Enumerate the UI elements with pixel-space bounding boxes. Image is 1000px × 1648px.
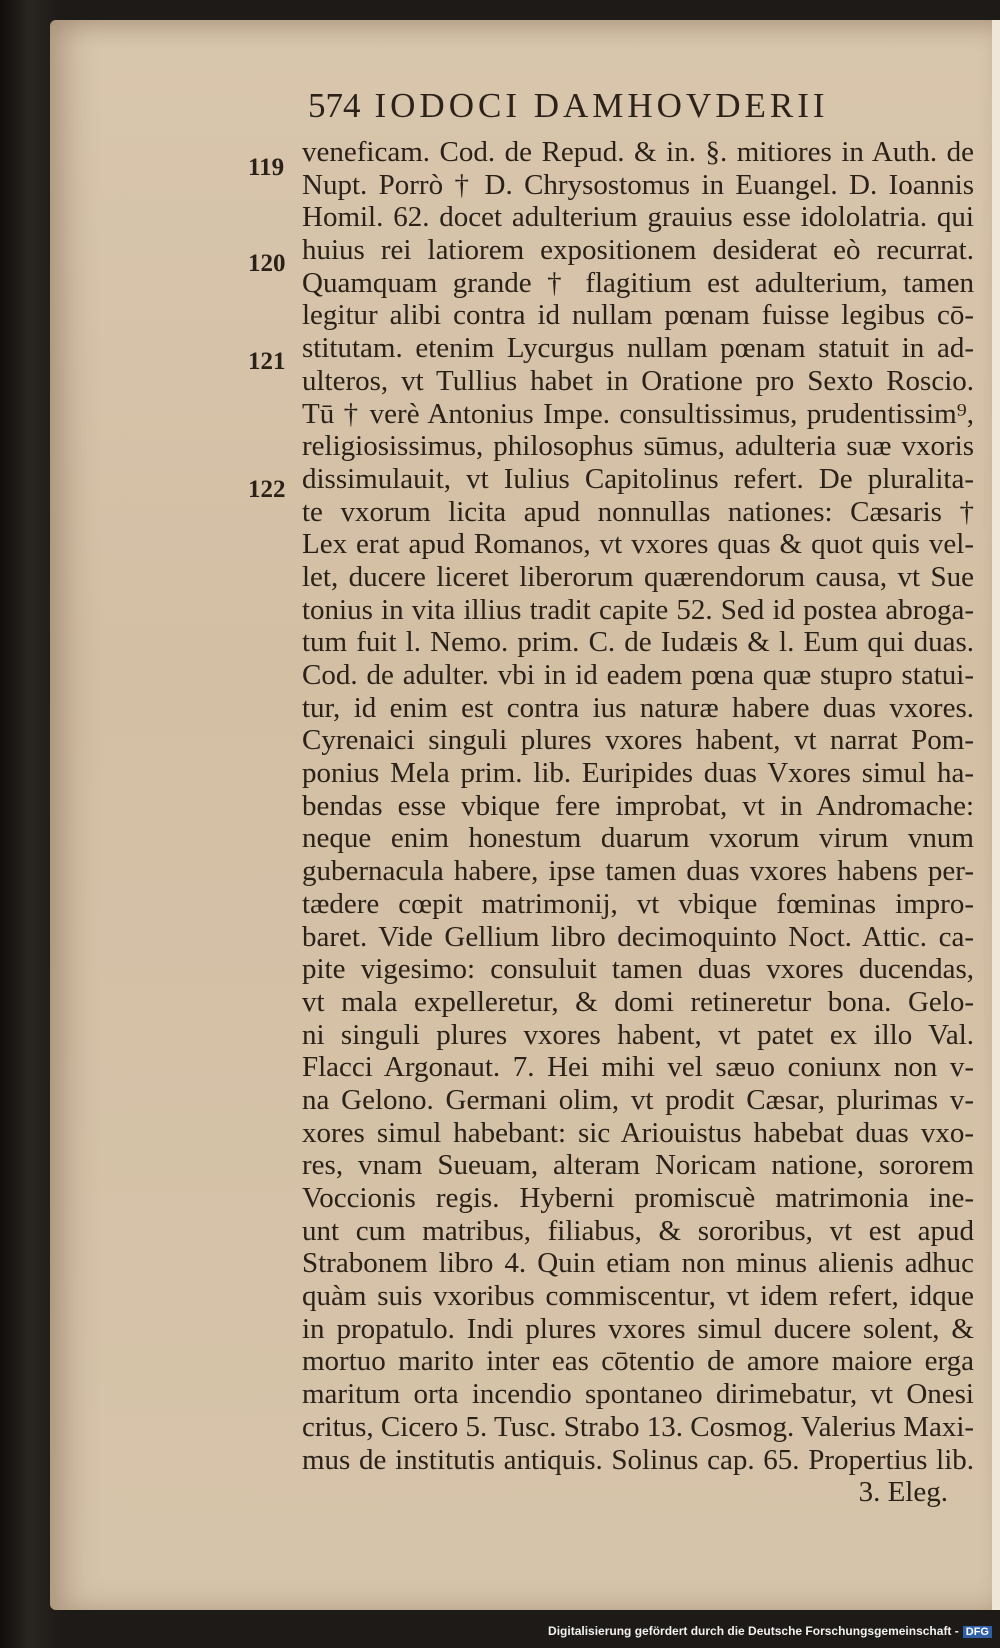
text-line: dissimulauit, vt Iulius Capitolinus refert. De pluralita-	[302, 462, 974, 495]
text-line: Cod. de adulter. vbi in id eadem pœna quæ stupro statui-	[302, 659, 974, 691]
text-line: Homil. 62. docet adulterium grauius esse idololatria. qui	[302, 201, 974, 234]
text-line: unt cum matribus, filiabus, & sororibus, vt est apud	[302, 1214, 974, 1247]
text-line: Cyrenaici singuli plures vxores habent, vt narrat Pom-	[302, 724, 974, 757]
text-line: mus de institutis antiquis. Solinus cap. 65. Propertius lib.	[302, 1443, 974, 1476]
margin-number-122: 122	[248, 476, 286, 503]
margin-number-120: 120	[248, 250, 286, 277]
text-line: Quamquam grande † flagitium est adulterium, tamen	[302, 266, 974, 299]
margin-number-119: 119	[248, 154, 285, 181]
text-line: ponius Mela prim. lib. Euripides duas Vxores simul ha-	[302, 757, 974, 790]
text-line: ni singuli plures vxores habent, vt patet ex illo Val.	[302, 1018, 974, 1051]
page-edge	[992, 20, 1000, 1610]
credit-text: Digitalisierung gefördert durch die Deutsche Forschungsgemeinschaft -	[548, 1624, 959, 1638]
text-line: tædere cœpit matrimonij, vt vbique fœminas impro-	[302, 887, 974, 920]
margin-number-121: 121	[248, 348, 286, 375]
text-line: bendas esse vbique fere improbat, vt in Andromache:	[302, 789, 974, 822]
text-line: Strabonem libro 4. Quin etiam non minus alienis adhuc	[302, 1247, 974, 1280]
text-line: let, ducere liceret liberorum quærendorum causa, vt Sue	[302, 560, 974, 593]
body-text	[302, 136, 974, 1509]
page-number: 574	[308, 86, 361, 125]
text-line: neque enim honestum duarum vxorum virum vnum	[302, 822, 974, 855]
digitization-credit	[548, 1624, 992, 1638]
text-line: ulteros, vt Tullius habet in Oratione pro Sexto Roscio.	[302, 364, 974, 397]
text-line: Lex erat apud Romanos, vt vxores quas & quot quis vel-	[302, 528, 974, 561]
text-line: veneficam. Cod. de Repud. & in. §. mitiores in Auth. de	[302, 136, 974, 168]
text-line: tur, id enim est contra ius naturæ habere duas vxores.	[302, 691, 974, 724]
text-line: mortuo marito inter eas cōtentio de amore maiore erga	[302, 1345, 974, 1378]
text-line: critus, Cicero 5. Tusc. Strabo 13. Cosmog. Valerius Maxi-	[302, 1410, 975, 1443]
text-line: baret. Vide Gellium libro decimoquinto Noct. Attic. ca-	[302, 920, 974, 953]
running-head: IODOCI DAMHOVDERII	[374, 86, 829, 125]
dfg-logo: DFG	[963, 1626, 992, 1638]
text-line: legitur alibi contra id nullam pœnam fuisse legibus cō-	[302, 299, 974, 332]
text-line: res, vnam Sueuam, alteram Noricam natione, sororem	[302, 1149, 974, 1182]
text-line: xores simul habebant: sic Ariouistus habebat duas vxo-	[302, 1116, 974, 1149]
text-line: Nupt. Porrò † D. Chrysostomus in Euangel. D. Ioannis	[302, 168, 974, 201]
text-line: Flacci Argonaut. 7. Hei mihi vel sæuo coniunx non v-	[302, 1051, 974, 1084]
text-line: Tū † verè Antonius Impe. consultissimus, prudentissim⁹,	[302, 397, 974, 430]
text-line: tonius in vita illius tradit capite 52. Sed id postea abroga-	[302, 593, 974, 626]
text-line: vt mala expelleretur, & domi retineretur bona. Gelo-	[302, 985, 974, 1018]
page-header	[308, 86, 829, 126]
text-line: tum fuit l. Nemo. prim. C. de Iudæis & l. Eum qui duas.	[302, 626, 974, 659]
text-line: te vxorum licita apud nonnullas nationes: Cæsaris †	[302, 495, 974, 528]
text-line: quàm suis vxoribus commiscentur, vt idem refert, idque	[302, 1280, 974, 1313]
text-line: huius rei latiorem expositionem desiderat eò recurrat.	[302, 234, 974, 267]
text-line: Voccionis regis. Hyberni promiscuè matrimonia ine-	[302, 1182, 974, 1214]
text-line: in propatulo. Indi plures vxores simul ducere solent, &	[302, 1312, 974, 1345]
text-line: gubernacula habere, ipse tamen duas vxores habens per-	[302, 855, 974, 888]
text-line: pite vigesimo: consuluit tamen duas vxores ducendas,	[302, 953, 974, 986]
text-line: na Gelono. Germani olim, vt prodit Cæsar, plurimas v-	[302, 1083, 974, 1116]
text-line: maritum orta incendio spontaneo dirimebatur, vt Onesi	[302, 1378, 974, 1411]
catchword: 3. Eleg.	[858, 1476, 948, 1509]
text-line: religiosissimus, philosophus sūmus, adulteria suæ vxoris	[302, 430, 974, 463]
text-line: stitutam. etenim Lycurgus nullam pœnam statuit in ad-	[302, 332, 974, 365]
